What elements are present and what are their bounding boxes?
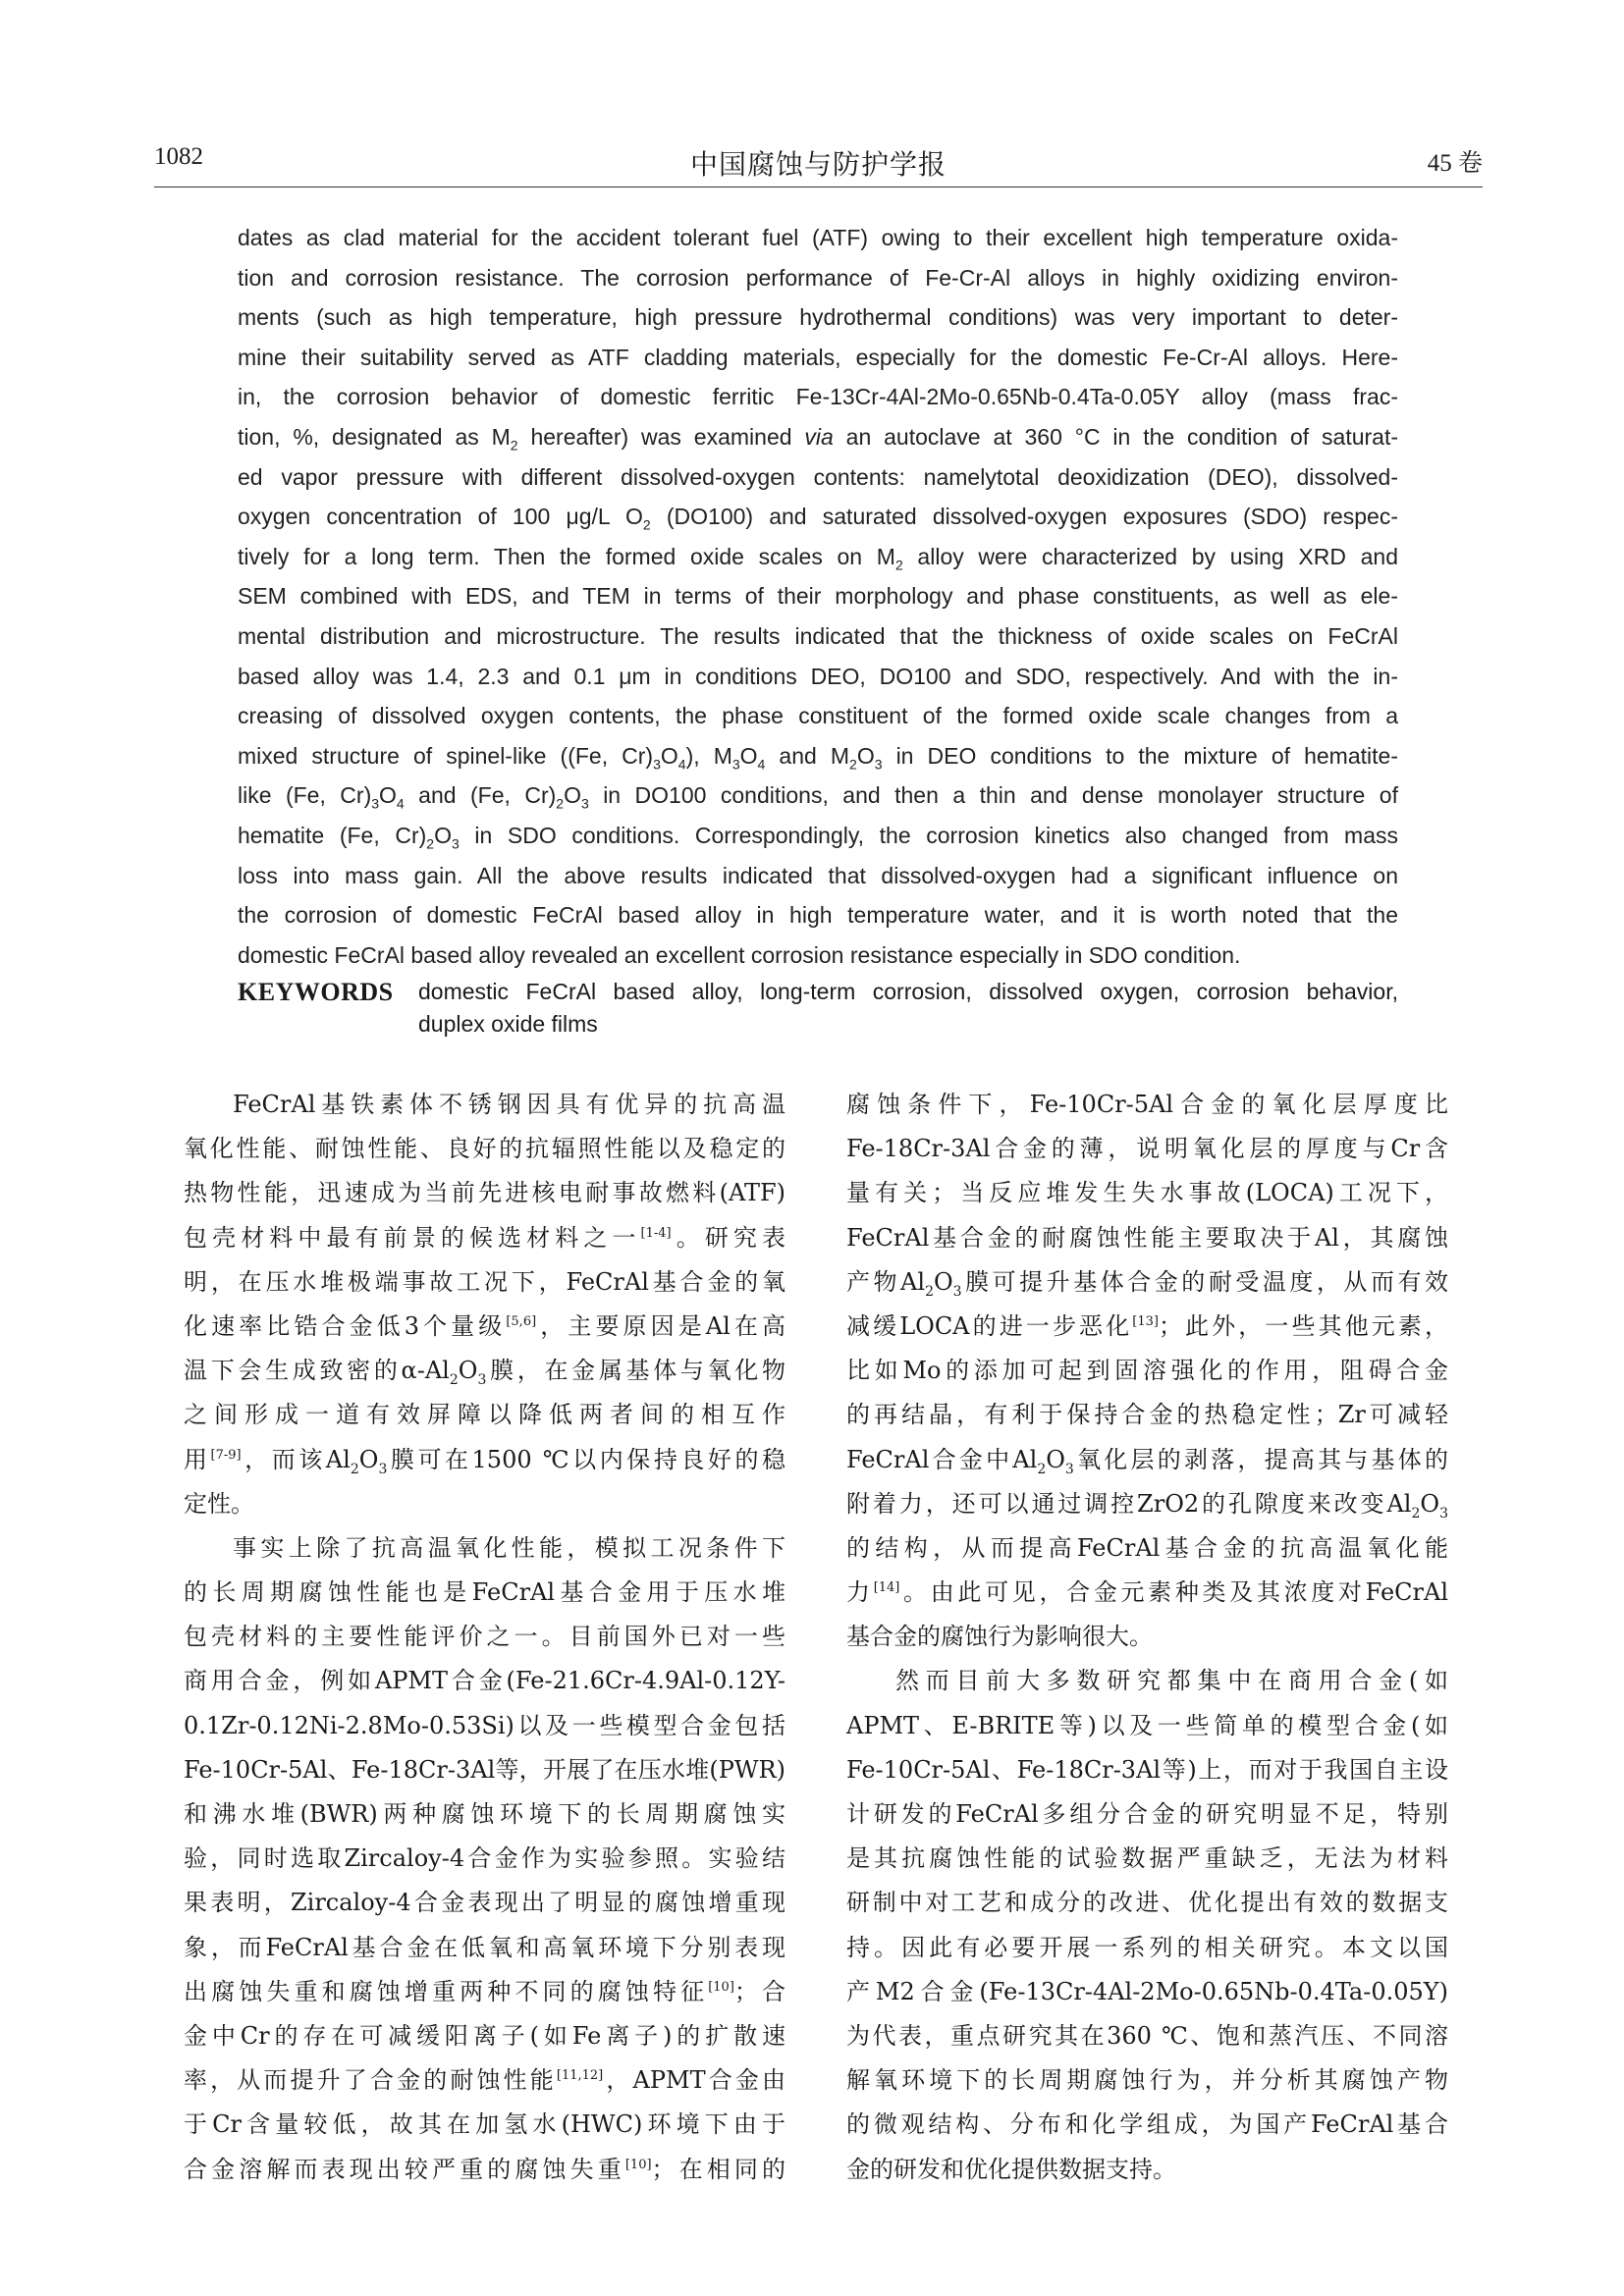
page-number: 1082 — [154, 143, 203, 170]
body-left-column — [184, 1083, 785, 2192]
abstract-line: like (Fe, $Cr)_3O_4$ and (Fe, $Cr)_2O_3$ in DO100 conditions, and then a thin and dense monolayer structure of — [238, 782, 1398, 812]
abstract-line: dates as clad material for the accident tolerant fuel (ATF) owing to their excellent high temperature oxida- — [238, 225, 1398, 250]
body-line: 量有关；当反应堆发生失水事故(LOCA)工况下， — [846, 1179, 1448, 1207]
abstract-line: based alloy was 1.4, 2.3 and 0.1 μm in conditions DEO, DO100 and SDO, respectively. And with the in- — [238, 663, 1398, 689]
keywords-line: duplex oxide films — [418, 1011, 598, 1037]
body-line: 的结构，从而提高FeCrAl基合金的抗高温氧化能 — [846, 1533, 1448, 1562]
abstract-line: ments (such as high temperature, high pressure hydrothermal conditions) was very important to deter- — [238, 304, 1398, 331]
body-line: 附着力，还可以通过调控ZrO2的孔隙度来改变$Al_2O_3$ — [846, 1489, 1448, 1522]
english-abstract — [238, 218, 1398, 975]
abstract-line: SEM combined with EDS, and TEM in terms of their morphology and phase constituents, as well as ele- — [238, 583, 1398, 610]
running-header — [154, 143, 1483, 183]
abstract-line: ed vapor pressure with different dissolved-oxygen contents: namelytotal deoxidization (DEO), dissolved- — [238, 463, 1398, 490]
body-line: 验，同时选取Zircaloy-4合金作为实验参照。实验结 — [184, 1844, 785, 1873]
abstract-line: in, the corrosion behavior of domestic ferritic Fe-13Cr-4Al-2Mo-0.65Nb-0.4Ta-0.05Y alloy (mass frac- — [238, 384, 1398, 410]
body-line: FeCrAl基铁素体不锈钢因具有优异的抗高温 — [233, 1091, 785, 1118]
body-line: 产物$Al_2O_3$膜可提升基体合金的耐受温度，从而有效 — [846, 1267, 1449, 1300]
body-line: APMT、E-BRITE等)以及一些简单的模型合金(如 — [846, 1711, 1448, 1739]
body-line: 明，在压水堆极端事故工况下，FeCrAl基合金的氧 — [184, 1267, 785, 1296]
body-line: 的微观结构、分布和化学组成，为国产FeCrAl基合 — [846, 2110, 1448, 2139]
body-line: 为代表，重点研究其在360 ℃、饱和蒸汽压、不同溶 — [846, 2021, 1448, 2050]
body-line: 的长周期腐蚀性能也是FeCrAl基合金用于压水堆 — [184, 1578, 785, 1607]
body-line: 定性。 — [184, 1489, 254, 1518]
body-line: 计研发的FeCrAl多组分合金的研究明显不足，特别 — [846, 1800, 1448, 1828]
body-right-column — [846, 1083, 1448, 2192]
volume-label: 45 卷 — [1427, 150, 1483, 177]
body-line: 出腐蚀失重和腐蚀增重两种不同的腐蚀特征[10]；合 — [184, 1977, 786, 2005]
body-line: 金的研发和优化提供数据支持。 — [846, 2155, 1176, 2183]
body-line: FeCrAl合金中$Al_2O_3$氧化层的剥落，提高其与基体的 — [846, 1445, 1449, 1477]
keywords-label: KEYWORDS — [238, 978, 394, 1006]
body-line: 率，从而提升了合金的耐蚀性能[11,12]，APMT合金由 — [184, 2066, 786, 2095]
abstract-line: mine their suitability served as ATF cladding materials, especially for the domestic Fe-Cr-Al alloys. Here- — [238, 344, 1398, 370]
body-line: 0.1Zr-0.12Ni-2.8Mo-0.53Si)以及一些模型合金包括 — [184, 1711, 785, 1739]
body-line: 减缓LOCA的进一步恶化[13]；此外，一些其他元素， — [846, 1311, 1449, 1340]
body-line: 于Cr含量较低，故其在加氢水(HWC)环境下由于 — [184, 2110, 785, 2139]
body-line: Fe-10Cr-5Al、Fe-18Cr-3Al等，开展了在压水堆(PWR) — [184, 1755, 785, 1784]
body-line: 合金溶解而表现出较严重的腐蚀失重[10]；在相同的 — [184, 2155, 786, 2183]
body-line: 商用合金，例如APMT合金(Fe-21.6Cr-4.9Al-0.12Y- — [184, 1667, 785, 1695]
body-line: 化速率比锆合金低3个量级[5,6]，主要原因是Al在高 — [184, 1311, 785, 1340]
body-line: 是其抗腐蚀性能的试验数据严重缺乏，无法为材料 — [846, 1844, 1448, 1873]
abstract-line: the corrosion of domestic FeCrAl based alloy in high temperature water, and it is worth noted that the — [238, 902, 1398, 929]
abstract-line: loss into mass gain. All the above results indicated that dissolved-oxygen had a significant influence on — [238, 862, 1398, 888]
body-line: 温下会生成致密的$\alpha-Al_2O_3$膜，在金属基体与氧化物 — [184, 1357, 785, 1388]
body-line: 腐蚀条件下，Fe-10Cr-5Al合金的氧化层厚度比 — [846, 1091, 1448, 1118]
body-line: 然而目前大多数研究都集中在商用合金(如 — [895, 1667, 1448, 1695]
abstract-line: tion and corrosion resistance. The corrosion performance of Fe-Cr-Al alloys in highly oxidizing environ- — [238, 264, 1398, 291]
body-line: 力[14]。由此可见，合金元素种类及其浓度对FeCrAl — [846, 1578, 1449, 1607]
body-line: 果表明，Zircaloy-4合金表现出了明显的腐蚀增重现 — [184, 1889, 785, 1917]
body-line: 包壳材料的主要性能评价之一。目前国外已对一些 — [184, 1623, 785, 1651]
body-line: 研制中对工艺和成分的改进、优化提出有效的数据支 — [846, 1889, 1448, 1917]
body-line: Fe-18Cr-3Al合金的薄，说明氧化层的厚度与Cr含 — [846, 1135, 1448, 1163]
abstract-line: domestic FeCrAl based alloy revealed an excellent corrosion resistance especially in SDO condition. — [238, 941, 1241, 968]
body-line: 金中Cr的存在可减缓阳离子(如Fe离子)的扩散速 — [184, 2021, 785, 2050]
body-line: 比如Mo的添加可起到固溶强化的作用，阻碍合金 — [846, 1357, 1448, 1385]
body-line: 用[7-9]，而该$Al_2O_3$膜可在1500 ℃以内保持良好的稳 — [184, 1445, 786, 1477]
body-line: 热物性能，迅速成为当前先进核电耐事故燃料(ATF) — [184, 1179, 785, 1207]
body-line: 包壳材料中最有前景的候选材料之一[1-4]。研究表 — [184, 1223, 786, 1252]
body-line: Fe-10Cr-5Al、Fe-18Cr-3Al等)上，而对于我国自主设 — [846, 1755, 1448, 1784]
abstract-line: tively for a long term. Then the formed oxide scales on $M_2$ alloy were characterized by using XRD and — [238, 543, 1398, 573]
body-line: 和沸水堆(BWR)两种腐蚀环境下的长周期腐蚀实 — [184, 1800, 785, 1828]
journal-title: 中国腐蚀与防护学报 — [689, 148, 947, 181]
body-line: 之间形成一道有效屏障以降低两者间的相互作 — [184, 1401, 785, 1429]
body-line: FeCrAl基合金的耐腐蚀性能主要取决于Al，其腐蚀 — [846, 1223, 1448, 1252]
keywords-text — [418, 976, 1398, 1041]
body-line: 氧化性能、耐蚀性能、良好的抗辐照性能以及稳定的 — [184, 1135, 785, 1163]
body-line: 产M2合金(Fe-13Cr-4Al-2Mo-0.65Nb-0.4Ta-0.05Y) — [846, 1977, 1448, 2005]
body-line: 象，而FeCrAl基合金在低氧和高氧环境下分别表现 — [184, 1933, 785, 1961]
keywords-line: domestic FeCrAl based alloy, long-term corrosion, dissolved oxygen, corrosion behavior, — [418, 979, 1398, 1004]
abstract-line: mental distribution and microstructure. The results indicated that the thickness of oxide scales on FeCrAl — [238, 622, 1398, 649]
abstract-line: creasing of dissolved oxygen contents, the phase constituent of the formed oxide scale changes from a — [238, 703, 1398, 729]
body-line: 的再结晶，有利于保持合金的热稳定性；Zr可减轻 — [846, 1401, 1448, 1429]
body-line: 事实上除了抗高温氧化性能，模拟工况条件下 — [233, 1533, 785, 1562]
body-line: 基合金的腐蚀行为影响很大。 — [846, 1623, 1153, 1651]
abstract-line: hematite (Fe, $Cr)_2O_3$ in SDO conditions. Correspondingly, the corrosion kinetics also changed from mass — [238, 822, 1398, 852]
abstract-line: oxygen concentration of 100 μg/L $O_2$ (DO100) and saturated dissolved-oxygen exposures (SDO) respec- — [238, 504, 1399, 533]
abstract-line: tion, %, designated as $M_2$ hereafter) was examined via an autoclave at 360 °C in the condition of saturat- — [238, 423, 1398, 454]
body-line: 解氧环境下的长周期腐蚀行为，并分析其腐蚀产物 — [846, 2066, 1448, 2095]
body-line: 持。因此有必要开展一系列的相关研究。本文以国 — [846, 1933, 1448, 1961]
abstract-line: mixed structure of spinel-like ((Fe, $Cr)_3O_4$), $M_3O_4$ and $M_2O_3$ in DEO conditions to the mixture of hematite- — [238, 742, 1398, 773]
